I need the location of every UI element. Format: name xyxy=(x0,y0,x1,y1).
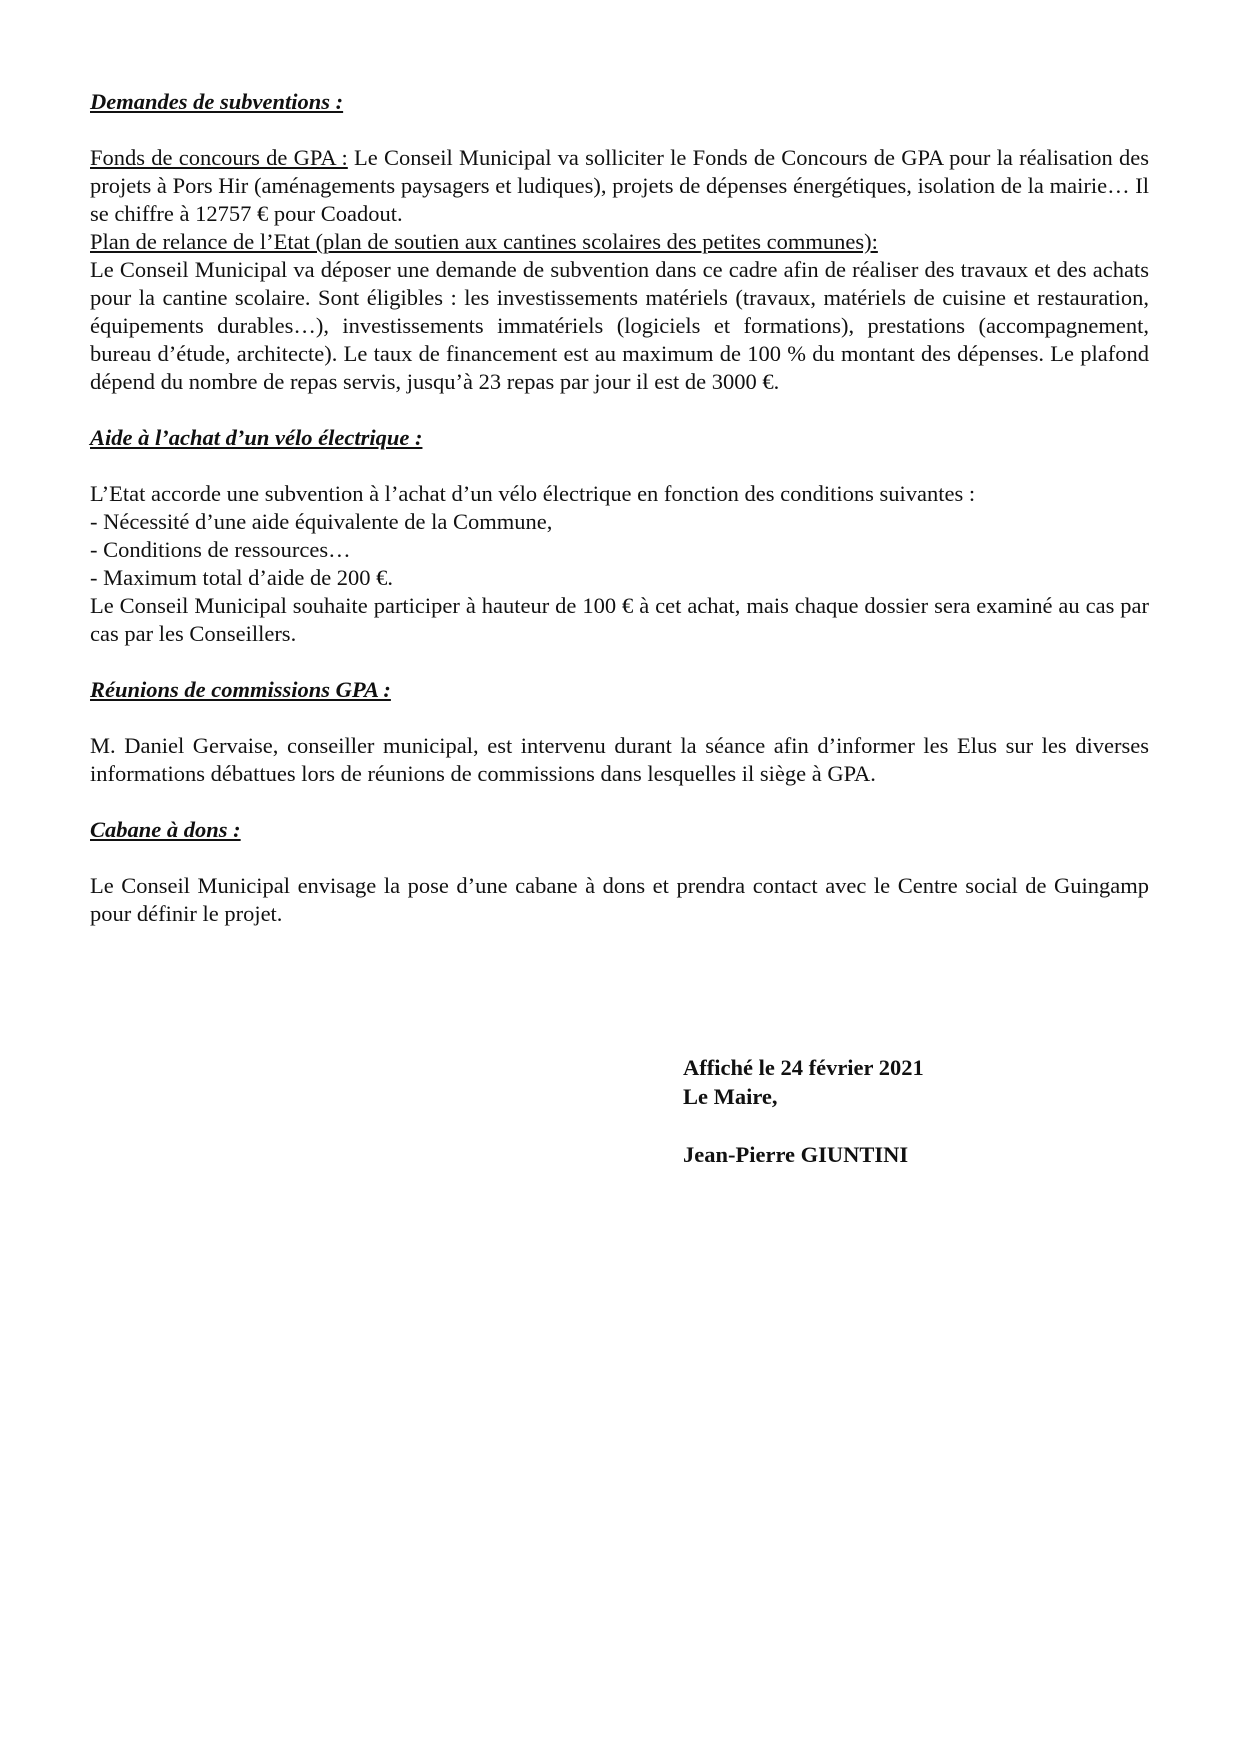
signatory-role: Le Maire, xyxy=(683,1084,778,1109)
paragraph-velo-intro: L’Etat accorde une subvention à l’achat d’un vélo électrique en fonction des conditions suivantes : xyxy=(90,481,976,506)
text-fonds-concours: Le Conseil Municipal va solliciter le Fonds de Concours de GPA pour la réalisation des projets à Pors Hir (aménagements paysagers et ludiques), projets de dépenses énergétiques, isolation de la mairie… Il se chiffre à 12757 € pour Coadout. xyxy=(90,145,1150,226)
spacer xyxy=(90,396,1149,424)
label-plan-relance-text: Plan de relance de l’Etat (plan de soutien aux cantines scolaires des petites communes): xyxy=(90,229,878,254)
spacer xyxy=(90,788,1149,816)
signature-block xyxy=(683,1053,924,1169)
spacer xyxy=(683,1111,924,1140)
list-item: - Nécessité d’une aide équivalente de la Commune, xyxy=(90,509,553,534)
heading-velo: Aide à l’achat d’un vélo électrique : xyxy=(90,425,423,450)
paragraph-reunions: M. Daniel Gervaise, conseiller municipal, est intervenu durant la séance afin d’informer les Elus sur les diverses informations débattues lors de réunions de commissions dans lesquelles il siège à GPA. xyxy=(90,733,1149,786)
spacer xyxy=(90,452,1149,480)
document-body xyxy=(90,88,1149,928)
signatory-name: Jean-Pierre GIUNTINI xyxy=(683,1142,909,1167)
heading-cabane: Cabane à dons : xyxy=(90,817,241,842)
list-item: - Conditions de ressources… xyxy=(90,537,351,562)
paragraph-plan-relance: Le Conseil Municipal va déposer une demande de subvention dans ce cadre afin de réaliser des travaux et des achats pour la cantine scolaire. Sont éligibles : les investissements matériels (travaux, matériels de cuisine et restauration, équipements durables…), investissements immatériels (logiciels et formations), prestations (accompagnement, bureau d’étude, architecte). Le taux de financement est au maximum de 100 % du montant des dépenses. Le plafond dépend du nombre de repas servis, jusqu’à 23 repas par jour il est de 3000 €. xyxy=(90,257,1149,394)
heading-subventions: Demandes de subventions : xyxy=(90,89,344,114)
posted-date: Affiché le 24 février 2021 xyxy=(683,1055,924,1080)
paragraph-fonds-concours xyxy=(90,144,1149,228)
heading-reunions: Réunions de commissions GPA : xyxy=(90,677,391,702)
paragraph-cabane: Le Conseil Municipal envisage la pose d’une cabane à dons et prendra contact avec le Centre social de Guingamp pour définir le projet. xyxy=(90,873,1149,926)
spacer xyxy=(90,116,1149,144)
spacer xyxy=(90,704,1149,732)
label-plan-relance xyxy=(90,228,1149,256)
spacer xyxy=(90,648,1149,676)
paragraph-velo-conclusion: Le Conseil Municipal souhaite participer à hauteur de 100 € à cet achat, mais chaque dossier sera examiné au cas par cas par les Conseillers. xyxy=(90,593,1149,646)
list-item: - Maximum total d’aide de 200 €. xyxy=(90,565,394,590)
spacer xyxy=(90,844,1149,872)
label-fonds-concours: Fonds de concours de GPA : xyxy=(90,145,348,170)
